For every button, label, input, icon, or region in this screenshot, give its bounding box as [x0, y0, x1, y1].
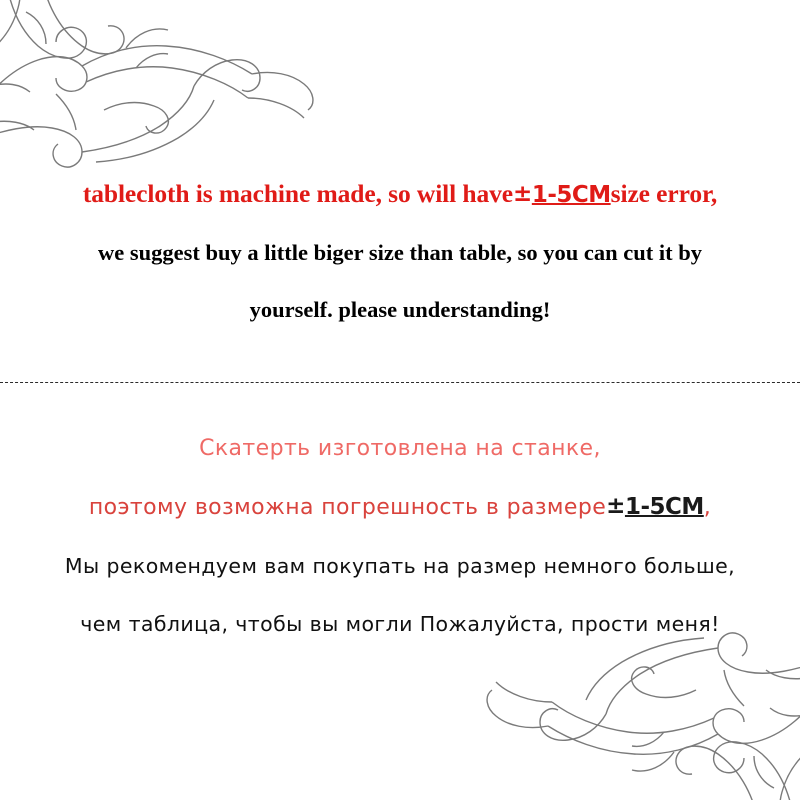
dashed-divider	[0, 382, 800, 383]
russian-line-2: поэтому возможна погрешность в размере±1-5CM,	[88, 493, 712, 520]
tolerance-value-en: ±1-5CM	[513, 181, 611, 208]
english-line-3: yourself. please understanding!	[249, 297, 551, 322]
russian-line-3: Мы рекомендуем вам покупать на размер немного больше,	[64, 554, 736, 578]
russian-notice	[0, 420, 800, 653]
russian-line-1: Скатерть изготовлена на станке,	[199, 436, 601, 461]
english-notice	[0, 165, 800, 338]
english-line-1: tablecloth is machine made, so will have±1-5CMsize error,	[82, 179, 718, 208]
russian-line-4: чем таблица, чтобы вы могли Пожалуйста, прости меня!	[80, 612, 720, 636]
english-line-2: we suggest buy a little biger size than table, so you can cut it by	[98, 240, 702, 265]
tolerance-value-ru: ±1-5CM	[606, 493, 704, 520]
